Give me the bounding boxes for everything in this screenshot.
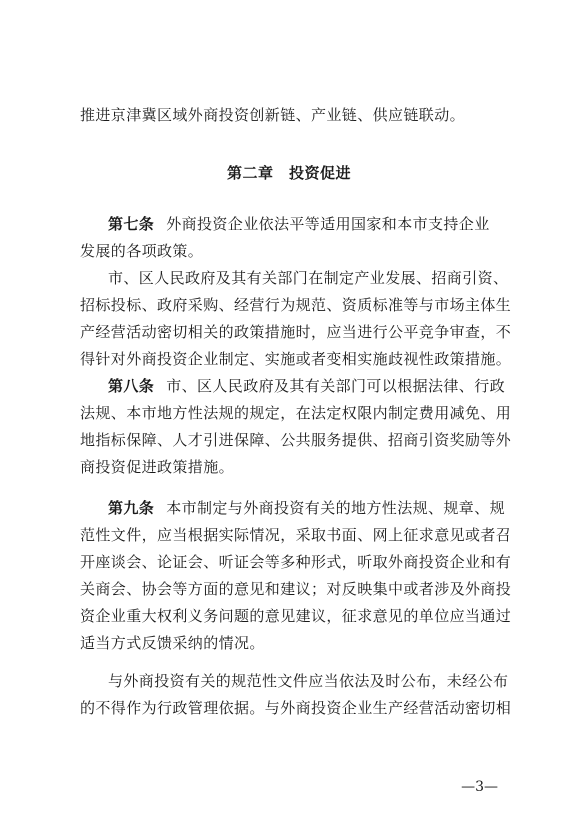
article-8-line-2: 法规、本市地方性法规的规定，在法定权限内制定费用减免、用 (80, 404, 512, 422)
article-9-text-1: 本市制定与外商投资有关的地方性法规、规章、规 (166, 499, 506, 517)
para-9b-line-1: 与外商投资有关的规范性文件应当依法及时公布，未经公布 (108, 672, 509, 690)
article-9-line-3: 开座谈会、论证会、听证会等多种形式，听取外商投资企业和有 (80, 553, 512, 571)
article-8-label: 第八条 (108, 377, 155, 395)
para-7b-line-2: 招标投标、政府采购、经营行为规范、资质标准等与市场主体生 (80, 296, 512, 314)
article-9-line-2: 范性文件，应当根据实际情况，采取书面、网上征求意见或者召 (80, 526, 512, 544)
para-9b-line-2: 的不得作为行政管理依据。与外商投资企业生产经营活动密切相 (80, 699, 512, 717)
article-8-line-3: 地指标保障、人才引进保障、公共服务提供、招商引资奖励等外 (80, 431, 512, 449)
article-9-line-5: 资企业重大权利义务问题的意见建议，征求意见的单位应当通过 (80, 607, 512, 625)
article-8-line-4: 商投资促进政策措施。 (80, 458, 235, 476)
para-7b-line-4: 得针对外商投资企业制定、实施或者变相实施歧视性政策措施。 (80, 350, 512, 368)
para-7b-line-1: 市、区人民政府及其有关部门在制定产业发展、招商引资、 (108, 269, 509, 287)
page-number: —3— (461, 779, 498, 795)
article-8-text-1: 市、区人民政府及其有关部门可以根据法律、行政 (166, 377, 506, 395)
article-9-line-6: 适当方式反馈采纳的情况。 (80, 634, 265, 652)
article-7-label: 第七条 (108, 215, 155, 233)
article-9-label: 第九条 (108, 499, 155, 517)
article-9-line-1 (108, 498, 505, 518)
article-9-line-4: 关商会、协会等方面的意见和建议；对反映集中或者涉及外商投 (80, 580, 512, 598)
article-7-line-2: 发展的各项政策。 (80, 242, 204, 260)
intro-line: 推进京津冀区域外商投资创新链、产业链、供应链联动。 (80, 106, 466, 124)
article-7-line-1 (108, 214, 490, 234)
chapter-title: 第二章 投资促进 (226, 164, 351, 182)
article-7-text-1: 外商投资企业依法平等适用国家和本市支持企业 (166, 215, 490, 233)
para-7b-line-3: 产经营活动密切相关的政策措施时，应当进行公平竞争审查，不 (80, 323, 512, 341)
article-8-line-1 (108, 376, 505, 396)
